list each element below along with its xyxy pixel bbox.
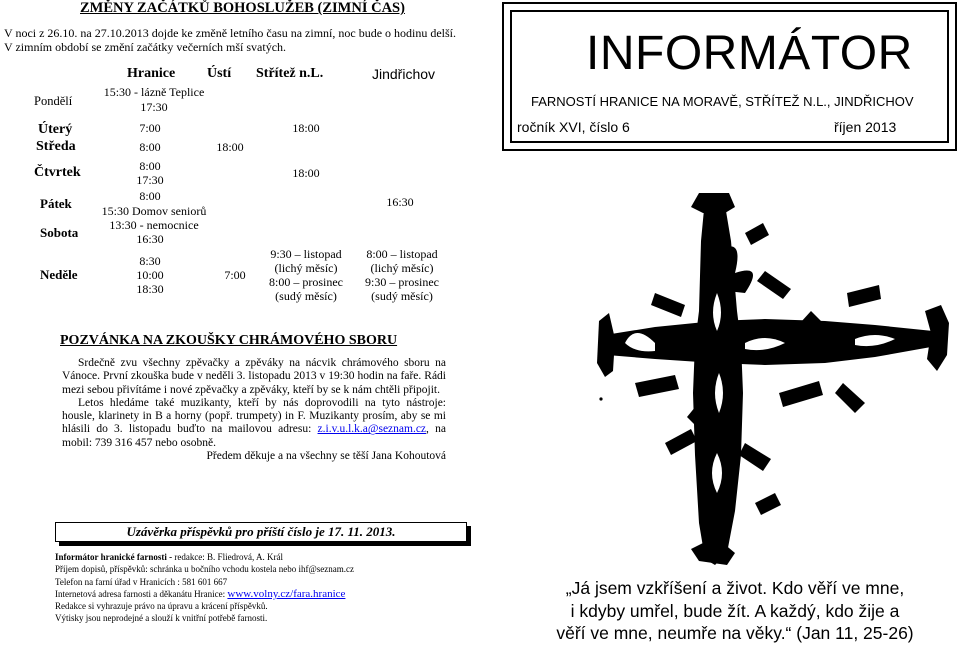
fri-hranice-2: 15:30 Domov seniorů <box>101 204 207 218</box>
imprint-publisher: Informátor hranické farnosti - <box>55 552 175 562</box>
invitation-email-link[interactable]: z.i.v.u.l.k.a@seznam.cz <box>317 423 427 436</box>
col-stritez: Střítež n.L. <box>256 66 324 81</box>
imprint-line-6: Výtisky jsou neprodejné a slouží k vnitřní potřebě farnosti. <box>55 613 268 624</box>
deadline-box: Uzávěrka příspěvků pro příští číslo je 17. 11. 2013. <box>55 522 467 542</box>
imprint-web-label: Internetová adresa farnosti a děkanátu Hranice: <box>55 588 228 599</box>
col-usti: Ústí <box>207 66 232 81</box>
masthead-month: říjen 2013 <box>834 119 897 135</box>
mon-hranice-2: 17:30 <box>140 100 168 114</box>
sun-hranice-1: 8:30 <box>139 254 161 268</box>
wed-usti: 18:00 <box>216 140 244 154</box>
fri-jindrichov: 16:30 <box>386 195 414 209</box>
sun-usti: 7:00 <box>224 268 246 282</box>
verse-line-1: „Já jsem vzkříšení a život. Kdo věří ve mne, <box>565 578 905 598</box>
sun-jindrichov-2: (lichý měsíc) <box>370 261 434 275</box>
mon-hranice-1: 15:30 - lázně Teplice <box>103 85 205 99</box>
masthead-volume: ročník XVI, číslo 6 <box>517 119 630 135</box>
schedule-table <box>0 64 460 306</box>
invitation-signature: Předem děkuje a na všechny se těší Jana Kohoutová <box>206 450 446 463</box>
wed-hranice: 8:00 <box>139 140 161 154</box>
sun-jindrichov-4: (sudý měsíc) <box>371 289 433 303</box>
tue-hranice: 7:00 <box>139 121 161 135</box>
invitation-p2-tail: , na mobil: 739 316 457 nebo osobně. <box>62 423 446 449</box>
fri-hranice-1: 8:00 <box>139 189 161 203</box>
imprint-line-3: Telefon na farní úřad v Hranicích : 581 601 667 <box>55 576 228 587</box>
day-monday: Pondělí <box>34 94 73 108</box>
masthead-subtitle: FARNOSTÍ HRANICE NA MORAVĚ, STŘÍTEŽ N.L., JINDŘICHOV <box>531 94 914 109</box>
verse-line-3: věří ve mne, neumře na věky.“ (Jan 11, 25-26) <box>556 623 914 643</box>
sun-stritez-2: (lichý měsíc) <box>274 261 338 275</box>
imprint-line-2: Příjem dopisů, příspěvků: schránka u bočního vchodu kostela nebo ihf@seznam.cz <box>55 564 354 575</box>
invitation-title: POZVÁNKA NA ZKOUŠKY CHRÁMOVÉHO SBORU <box>60 333 398 348</box>
invitation-body <box>62 357 446 463</box>
tue-stritez: 18:00 <box>292 121 320 135</box>
sun-stritez-3: 8:00 – prosinec <box>269 275 343 289</box>
schedule-title: ZMĚNY ZAČÁTKŮ BOHOSLUŽEB (ZIMNÍ ČAS) <box>80 0 405 16</box>
imprint-editors: redakce: B. Fliedrová, A. Král <box>174 552 284 562</box>
day-thursday: Čtvrtek <box>34 165 81 180</box>
invitation-paragraph-1: Srdečně zvu všechny zpěvačky a zpěváky na nácvik chrámového sboru na Vánoce. První zkouška bude v neděli 3. listopadu 2013 v 19:30 hodin na faře. Rádi mezi sebou přivítáme i nové zpěvačky a zpěváky, kteří by se k nám chtěli připojit. <box>62 357 446 396</box>
thu-hranice-2: 17:30 <box>136 173 164 187</box>
thu-stritez: 18:00 <box>292 166 320 180</box>
imprint-line-1 <box>55 551 467 563</box>
col-jindrichov: Jindřichov <box>372 66 436 82</box>
cross-icon <box>595 193 953 569</box>
imprint-web-link[interactable]: www.volny.cz/fara.hranice <box>227 587 346 600</box>
sat-hranice-1: 13:30 - nemocnice <box>109 218 199 232</box>
invitation-p2-text: Letos hledáme také muzikanty, kteří by nás doprovodili na tyto nástroje: housle, klarinety in B a horny (popř. trumpety) in F. Muzikanty prosím, aby se mi hlásili do 3. listopadu buďto na mailovou adresu: <box>62 396 446 436</box>
bible-verse <box>520 577 950 645</box>
day-saturday: Sobota <box>40 225 79 240</box>
thu-hranice-1: 8:00 <box>139 159 161 173</box>
col-hranice: Hranice <box>127 66 176 81</box>
imprint-line-4 <box>55 588 467 600</box>
sun-jindrichov-1: 8:00 – listopad <box>366 247 438 261</box>
verse-line-2: i kdyby umřel, bude žít. A každý, kdo žije a <box>570 600 900 621</box>
sun-jindrichov-3: 9:30 – prosinec <box>365 275 439 289</box>
invitation-paragraph-2 <box>62 397 446 450</box>
sun-hranice-3: 18:30 <box>136 282 164 296</box>
day-sunday: Neděle <box>40 267 78 282</box>
sat-hranice-2: 16:30 <box>136 232 164 246</box>
schedule-intro: V noci z 26.10. na 27.10.2013 dojde ke změně letního času na zimní, noc bude o hodinu delší. V zimním období se změní začátky večerních mší svatých. <box>4 26 457 54</box>
day-tuesday: Úterý <box>38 122 73 137</box>
day-wednesday: Středa <box>36 139 76 154</box>
sun-stritez-1: 9:30 – listopad <box>270 247 342 261</box>
sun-stritez-4: (sudý měsíc) <box>275 289 337 303</box>
imprint-line-5: Redakce si vyhrazuje právo na úpravu a krácení příspěvků. <box>55 601 268 612</box>
sun-hranice-2: 10:00 <box>136 268 164 282</box>
day-friday: Pátek <box>40 196 72 211</box>
masthead-title: INFORMÁTOR <box>586 27 913 80</box>
imprint <box>55 551 467 625</box>
